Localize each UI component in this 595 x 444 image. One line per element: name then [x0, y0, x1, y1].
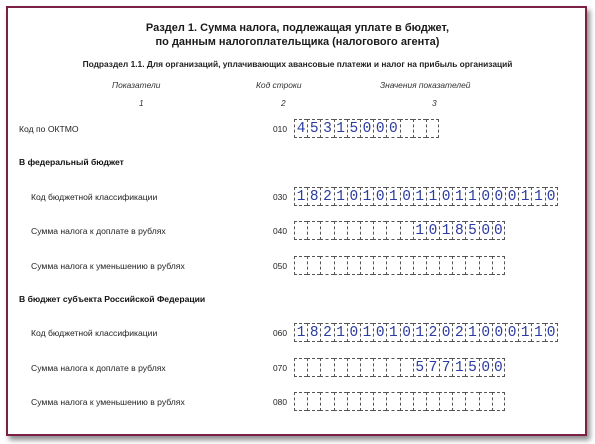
- digit-cell[interactable]: 0: [492, 187, 505, 206]
- digit-cell[interactable]: [360, 358, 373, 377]
- row-code-070: 070: [273, 363, 287, 373]
- digit-cell[interactable]: [373, 256, 386, 275]
- digit-cell[interactable]: 0: [373, 323, 386, 342]
- digit-cell[interactable]: [347, 256, 360, 275]
- row-label-kbk-regional: Код бюджетной классификации: [31, 328, 158, 338]
- digit-cell[interactable]: 1: [386, 187, 399, 206]
- digit-cell[interactable]: [386, 256, 399, 275]
- digit-cell[interactable]: 2: [452, 323, 465, 342]
- digit-cell[interactable]: 1: [360, 187, 373, 206]
- digit-cell[interactable]: 3: [320, 119, 333, 138]
- digit-cell[interactable]: 1: [439, 221, 452, 240]
- tax-payable-regional-field[interactable]: [294, 358, 505, 377]
- digit-cell[interactable]: 1: [334, 187, 347, 206]
- digit-cell[interactable]: 0: [386, 119, 399, 138]
- digit-cell[interactable]: 0: [347, 323, 360, 342]
- digit-cell[interactable]: 0: [347, 187, 360, 206]
- digit-cell[interactable]: 5: [465, 221, 478, 240]
- column-number-1: 1: [139, 98, 144, 108]
- section-title-line2: по данным налогоплательщика (налогового агента): [155, 36, 440, 48]
- digit-cell[interactable]: [426, 256, 439, 275]
- kbk-federal-field[interactable]: [294, 187, 558, 206]
- column-number-2: 2: [281, 98, 286, 108]
- digit-cell[interactable]: 1: [531, 323, 544, 342]
- digit-cell[interactable]: 1: [413, 187, 426, 206]
- digit-cell[interactable]: 1: [294, 187, 307, 206]
- digit-cell[interactable]: 1: [386, 323, 399, 342]
- digit-cell[interactable]: 2: [320, 187, 333, 206]
- digit-cell[interactable]: [307, 256, 320, 275]
- section-regional: В бюджет субъекта Российской Федерации: [19, 294, 206, 304]
- digit-cell[interactable]: 1: [334, 323, 347, 342]
- digit-cell[interactable]: [320, 256, 333, 275]
- digit-cell[interactable]: 5: [413, 358, 426, 377]
- row-label-tax-payable-regional: Сумма налога к доплате в рублях: [31, 363, 166, 373]
- digit-cell[interactable]: 1: [294, 323, 307, 342]
- digit-cell[interactable]: 1: [452, 187, 465, 206]
- digit-cell[interactable]: [334, 256, 347, 275]
- digit-cell[interactable]: 8: [307, 323, 320, 342]
- column-header-line-code: Код строки: [256, 80, 302, 90]
- digit-cell[interactable]: [294, 358, 307, 377]
- kbk-regional-field[interactable]: [294, 323, 558, 342]
- digit-cell[interactable]: [307, 358, 320, 377]
- digit-cell[interactable]: [360, 392, 373, 411]
- digit-cell[interactable]: 0: [479, 187, 492, 206]
- digit-cell[interactable]: 0: [505, 187, 518, 206]
- digit-cell[interactable]: 0: [373, 119, 386, 138]
- digit-cell[interactable]: [439, 392, 452, 411]
- digit-cell[interactable]: [400, 256, 413, 275]
- digit-cell[interactable]: [400, 392, 413, 411]
- digit-cell[interactable]: [307, 392, 320, 411]
- digit-cell[interactable]: 0: [492, 221, 505, 240]
- column-header-indicators: Показатели: [112, 80, 161, 90]
- digit-cell[interactable]: 5: [347, 119, 360, 138]
- digit-cell[interactable]: 1: [426, 187, 439, 206]
- digit-cell[interactable]: 0: [479, 221, 492, 240]
- digit-cell[interactable]: [479, 392, 492, 411]
- tax-payable-federal-field[interactable]: [294, 221, 505, 240]
- digit-cell[interactable]: 4: [294, 119, 307, 138]
- digit-cell[interactable]: [386, 221, 399, 240]
- digit-cell[interactable]: [386, 358, 399, 377]
- digit-cell[interactable]: 0: [400, 187, 413, 206]
- digit-cell[interactable]: [334, 358, 347, 377]
- digit-cell[interactable]: 0: [545, 323, 558, 342]
- digit-cell[interactable]: 1: [413, 323, 426, 342]
- digit-cell[interactable]: [294, 221, 307, 240]
- digit-cell[interactable]: [400, 221, 413, 240]
- column-number-3: 3: [432, 98, 437, 108]
- digit-cell[interactable]: 1: [465, 323, 478, 342]
- digit-cell[interactable]: [347, 392, 360, 411]
- digit-cell[interactable]: 0: [492, 358, 505, 377]
- column-header-values: Значения показателей: [380, 80, 471, 90]
- digit-cell[interactable]: 0: [545, 187, 558, 206]
- digit-cell[interactable]: 0: [505, 323, 518, 342]
- digit-cell[interactable]: [479, 256, 492, 275]
- digit-cell[interactable]: [426, 119, 439, 138]
- digit-cell[interactable]: 1: [360, 323, 373, 342]
- digit-cell[interactable]: 8: [307, 187, 320, 206]
- digit-cell[interactable]: [373, 358, 386, 377]
- digit-cell[interactable]: 0: [479, 358, 492, 377]
- digit-cell[interactable]: 1: [452, 358, 465, 377]
- digit-cell[interactable]: 8: [452, 221, 465, 240]
- row-code-060: 060: [273, 328, 287, 338]
- section-title: Раздел 1. Сумма налога, подлежащая уплате в бюджет,: [145, 22, 450, 34]
- digit-cell[interactable]: 5: [465, 358, 478, 377]
- digit-cell[interactable]: [320, 392, 333, 411]
- digit-cell[interactable]: 1: [518, 323, 531, 342]
- tax-reduction-federal-field[interactable]: [294, 256, 505, 275]
- digit-cell[interactable]: [492, 256, 505, 275]
- digit-cell[interactable]: [492, 392, 505, 411]
- row-label-tax-reduction-federal: Сумма налога к уменьшению в рублях: [31, 261, 185, 271]
- row-code-050: 050: [273, 261, 287, 271]
- digit-cell[interactable]: 0: [426, 221, 439, 240]
- digit-cell[interactable]: [465, 256, 478, 275]
- digit-cell[interactable]: [413, 392, 426, 411]
- digit-cell[interactable]: 0: [439, 187, 452, 206]
- digit-cell[interactable]: [360, 256, 373, 275]
- digit-cell[interactable]: [307, 221, 320, 240]
- oktmo-field[interactable]: [294, 119, 439, 138]
- digit-cell[interactable]: [452, 392, 465, 411]
- digit-cell[interactable]: [294, 256, 307, 275]
- row-code-030: 030: [273, 192, 287, 202]
- digit-cell[interactable]: [320, 358, 333, 377]
- digit-cell[interactable]: 5: [307, 119, 320, 138]
- digit-cell[interactable]: [320, 221, 333, 240]
- row-code-040: 040: [273, 226, 287, 236]
- row-label-tax-payable-federal: Сумма налога к доплате в рублях: [31, 226, 166, 236]
- digit-cell[interactable]: 2: [320, 323, 333, 342]
- digit-cell[interactable]: [413, 256, 426, 275]
- digit-cell[interactable]: 0: [479, 323, 492, 342]
- digit-cell[interactable]: [400, 358, 413, 377]
- digit-cell[interactable]: [413, 119, 426, 138]
- digit-cell[interactable]: [373, 221, 386, 240]
- section-federal: В федеральный бюджет: [19, 157, 124, 167]
- digit-cell[interactable]: 0: [492, 323, 505, 342]
- digit-cell[interactable]: [334, 221, 347, 240]
- digit-cell[interactable]: 0: [360, 119, 373, 138]
- row-label-tax-reduction-regional: Сумма налога к уменьшению в рублях: [31, 397, 185, 407]
- digit-cell[interactable]: 2: [426, 323, 439, 342]
- digit-cell[interactable]: [452, 256, 465, 275]
- row-code-010: 010: [273, 124, 287, 134]
- digit-cell[interactable]: [439, 256, 452, 275]
- digit-cell[interactable]: [347, 358, 360, 377]
- digit-cell[interactable]: 0: [400, 323, 413, 342]
- digit-cell[interactable]: [373, 392, 386, 411]
- digit-cell[interactable]: 1: [518, 187, 531, 206]
- digit-cell[interactable]: [360, 221, 373, 240]
- digit-cell[interactable]: 1: [413, 221, 426, 240]
- digit-cell[interactable]: 0: [439, 323, 452, 342]
- digit-cell[interactable]: [334, 392, 347, 411]
- digit-cell[interactable]: 7: [439, 358, 452, 377]
- digit-cell[interactable]: [400, 119, 413, 138]
- digit-cell[interactable]: 7: [426, 358, 439, 377]
- digit-cell[interactable]: 1: [465, 187, 478, 206]
- digit-cell[interactable]: [386, 392, 399, 411]
- digit-cell[interactable]: [426, 392, 439, 411]
- digit-cell[interactable]: [294, 392, 307, 411]
- row-label-oktmo: Код по ОКТМО: [19, 124, 79, 134]
- digit-cell[interactable]: [347, 221, 360, 240]
- subsection-title: Подраздел 1.1. Для организаций, уплачивающих авансовые платежи и налог на прибыль организаций: [82, 59, 513, 69]
- row-code-080: 080: [273, 397, 287, 407]
- digit-cell[interactable]: 1: [334, 119, 347, 138]
- digit-cell[interactable]: 1: [531, 187, 544, 206]
- digit-cell[interactable]: 0: [373, 187, 386, 206]
- tax-reduction-regional-field[interactable]: [294, 392, 505, 411]
- row-label-kbk-federal: Код бюджетной классификации: [31, 192, 158, 202]
- digit-cell[interactable]: [465, 392, 478, 411]
